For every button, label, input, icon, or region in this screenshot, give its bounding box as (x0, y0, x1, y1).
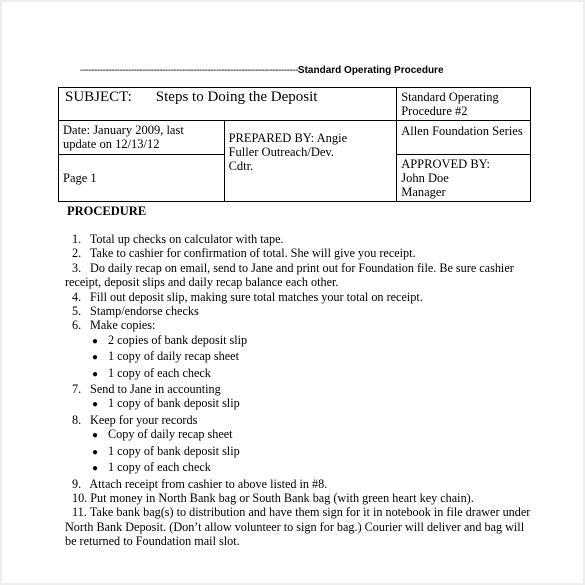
approved-title: Manager (401, 185, 446, 199)
prepared-line3: Cdtr. (228, 159, 254, 173)
step-number: 8. (72, 412, 82, 427)
procedure-steps (65, 232, 534, 549)
bullet-icon: ● (92, 399, 99, 411)
prepared-by-cell (224, 121, 397, 202)
subject-label: SUBJECT: (65, 89, 132, 105)
procedure-step (72, 318, 534, 332)
bullet-icon: ● (92, 335, 99, 347)
step-number: 3. (72, 260, 82, 275)
bullet-icon: ● (92, 446, 99, 458)
step-number: 5. (72, 304, 82, 319)
page-cell (59, 155, 225, 202)
step-text: Do daily recap on email, send to Jane and print out for Foundation file. Be sure cashier (87, 260, 514, 275)
sub-item-text: 1 copy of bank deposit slip (108, 443, 240, 458)
sub-item-text: 1 copy of daily recap sheet (108, 349, 239, 364)
sub-list-item (72, 444, 534, 460)
step-number: 9. (72, 476, 82, 491)
series-cell (397, 121, 531, 155)
step-text: Take bank bag(s) to distribution and have them sign for it in notebook in file drawer under (87, 505, 531, 520)
step-number: 7. (72, 382, 82, 397)
step-text: Send to Jane in accounting (87, 382, 221, 397)
date-line2: update on 12/13/12 (63, 137, 160, 151)
procedure-step (72, 232, 534, 246)
sub-list-item (72, 349, 534, 365)
header-title: Standard Operating Procedure (297, 65, 444, 76)
step-text: Total up checks on calculator with tape. (87, 232, 284, 246)
step-number: 2. (72, 246, 82, 261)
step-continuation: North Bank Deposit. (Don’t allow volunteer to sign for bag.) Courier will deliver and bag will (65, 519, 525, 534)
series-text: Allen Foundation Series (401, 124, 523, 138)
subject-cell (59, 88, 397, 121)
procedure-step (72, 246, 534, 260)
bullet-icon: ● (92, 352, 99, 364)
date-line1: Date: January 2009, last (63, 123, 184, 137)
sub-list-item (72, 427, 534, 443)
step-text: Keep for your records (87, 412, 198, 427)
sub-item-text: 1 copy of bank deposit slip (108, 396, 240, 411)
procedure-step (72, 261, 534, 275)
procedure-step (72, 491, 534, 505)
step-text: Put money in North Bank bag or South Bank bag (with green heart key chain). (87, 490, 474, 505)
step-number: 10. (72, 490, 88, 505)
procedure-step (72, 304, 534, 318)
sub-item-text: 2 copies of bank deposit slip (108, 332, 248, 347)
step-text: Fill out deposit slip, making sure total matches your total on receipt. (87, 289, 423, 304)
bullet-icon: ● (92, 368, 99, 380)
sub-list-item (72, 366, 534, 382)
procedure-step (72, 505, 534, 519)
sop-label-line2: Procedure #2 (401, 104, 468, 118)
step-text: Stamp/endorse checks (87, 304, 199, 319)
step-number: 11. (72, 505, 87, 520)
procedure-step (72, 413, 534, 427)
step-number: 1. (72, 232, 82, 246)
header-dashes: ----------------------------------------------------------------------------- (80, 65, 298, 76)
info-table (58, 87, 531, 202)
document-header (80, 65, 510, 76)
procedure-step (72, 290, 534, 304)
approved-name: John Doe (401, 171, 449, 185)
approved-by-cell (397, 155, 531, 202)
sub-item-text: 1 copy of each check (108, 365, 211, 380)
date-cell (59, 121, 225, 155)
step-text: Make copies: (87, 318, 156, 333)
bullet-icon: ● (92, 430, 99, 442)
step-continuation: be returned to Foundation mail slot. (65, 534, 240, 549)
sub-item-text: 1 copy of each check (108, 460, 211, 475)
procedure-heading: PROCEDURE (67, 204, 147, 218)
prepared-line1: PREPARED BY: Angie (228, 131, 348, 145)
sub-item-text: Copy of daily recap sheet (108, 427, 233, 442)
sub-list-item (72, 333, 534, 349)
step-text: Attach receipt from cashier to above listed in #8. (87, 476, 328, 491)
procedure-step (72, 477, 534, 491)
approved-label: APPROVED BY: (401, 157, 491, 171)
page-label: Page 1 (63, 171, 97, 185)
step-number: 6. (72, 318, 82, 333)
document-page (2, 2, 583, 583)
sub-list-item (72, 396, 534, 412)
sop-cell (397, 88, 531, 121)
sop-label-line1: Standard Operating (401, 90, 499, 104)
bullet-icon: ● (92, 463, 99, 475)
step-continuation: receipt, deposit slips and daily recap balance each other. (65, 275, 339, 290)
subject-title: Steps to Doing the Deposit (155, 89, 318, 105)
step-text: Take to cashier for confirmation of total. She will give you receipt. (87, 246, 416, 261)
procedure-step (72, 382, 534, 396)
step-number: 4. (72, 289, 82, 304)
sub-list-item (72, 460, 534, 476)
prepared-line2: Fuller Outreach/Dev. (228, 145, 334, 159)
